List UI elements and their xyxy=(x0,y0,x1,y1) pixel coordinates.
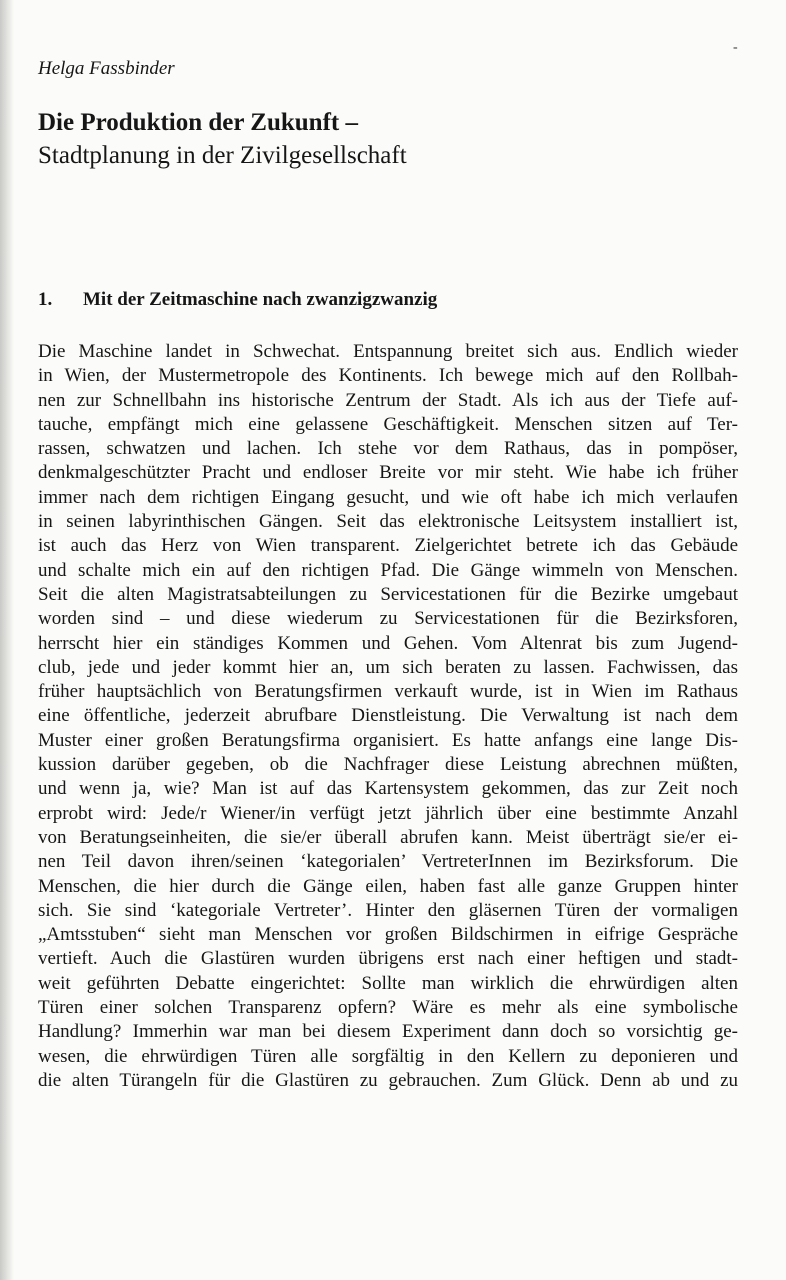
text-line: herrscht hier ein ständiges Kommen und Gehen. Vom Altenrat bis zum Jugend- xyxy=(38,632,738,654)
text-line: Die Maschine landet in Schwechat. Entspannung breitet sich aus. Endlich wieder xyxy=(38,341,738,362)
text-line: früher hauptsächlich von Beratungsfirmen verkauft wurde, ist in Wien im Rathaus xyxy=(38,681,738,703)
text-line: nen zur Schnellbahn ins historische Zentrum der Stadt. Als ich aus der Tiefe auf- xyxy=(38,389,738,411)
text-line: „Amtsstuben“ sieht man Menschen vor großen Bildschirmen in eifrige Gespräche xyxy=(38,924,738,946)
text-line: nen Teil davon ihren/seinen ‘kategorialen’ VertreterInnen im Bezirksforum. Die xyxy=(38,851,738,873)
text-line: die alten Türangeln für die Glastüren zu gebrauchen. Zum Glück. Denn ab und zu xyxy=(38,1069,738,1091)
chapter-title: Die Produktion der Zukunft – xyxy=(38,109,358,136)
text-line: in seinen labyrinthischen Gängen. Seit das elektronische Leitsystem installiert ist, xyxy=(38,511,738,533)
text-line: immer nach dem richtigen Eingang gesucht, und wie oft habe ich mich verlaufen xyxy=(38,486,738,508)
text-line: sich. Sie sind ‘kategoriale Vertreter’. Hinter den gläsernen Türen der vormaligen xyxy=(38,899,738,921)
text-line: Türen einer solchen Transparenz opfern? Wäre es mehr als eine symbolische xyxy=(38,997,738,1019)
text-line: in Wien, der Mustermetropole des Kontinents. Ich bewege mich auf den Rollbah- xyxy=(38,365,738,387)
text-line: ist auch das Herz von Wien transparent. Zielgerichtet betrete ich das Gebäude xyxy=(38,535,738,557)
text-line: worden sind – und diese wiederum zu Servicestationen für die Bezirksforen, xyxy=(38,608,738,630)
text-line: kussion darüber gegeben, ob die Nachfrager diese Leistung abrechnen müßten, xyxy=(38,754,738,776)
text-line: und schalte mich ein auf den richtigen Pfad. Die Gänge wimmeln von Menschen. xyxy=(38,559,738,581)
section-heading xyxy=(38,286,437,314)
text-line: erprobt wird: Jede/r Wiener/in verfügt jetzt jährlich über eine bestimmte Anzahl xyxy=(38,802,738,824)
section-number: 1. xyxy=(38,289,53,310)
text-line: weit geführten Debatte eingerichtet: Sollte man wirklich die ehrwürdigen alten xyxy=(38,972,738,994)
text-line: wesen, die ehrwürdigen Türen alle sorgfältig in den Kellern zu deponieren und xyxy=(38,1045,738,1067)
text-line: Menschen, die hier durch die Gänge eilen, haben fast alle ganze Gruppen hinter xyxy=(38,875,738,897)
chapter-subtitle: Stadtplanung in der Zivilgesellschaft xyxy=(38,142,407,169)
author-name: Helga Fassbinder xyxy=(38,58,175,79)
text-line: denkmalgeschützter Pracht und endloser Breite vor mir steht. Wie habe ich früher xyxy=(38,462,738,484)
text-line: von Beratungseinheiten, die sie/er überall abrufen kann. Meist überträgt sie/er ei- xyxy=(38,826,738,848)
page-binding-shadow xyxy=(0,0,14,1280)
text-line: tauche, empfängt mich eine gelassene Geschäftigkeit. Menschen sitzen auf Ter- xyxy=(38,413,738,435)
text-line: rassen, schwatzen und lachen. Ich stehe vor dem Rathaus, das in pompöser, xyxy=(38,438,738,460)
section-title: Mit der Zeitmaschine nach zwanzigzwanzig xyxy=(83,289,438,310)
text-line: Seit die alten Magistratsabteilungen zu Servicestationen für die Bezirke umgebaut xyxy=(38,583,738,605)
text-line: club, jede und jeder kommt hier an, um sich beraten zu lassen. Fachwissen, das xyxy=(38,656,738,678)
corner-mark: - xyxy=(733,40,738,55)
text-line: eine öffentliche, jederzeit abrufbare Dienstleistung. Die Verwaltung ist nach dem xyxy=(38,705,738,727)
body-paragraph xyxy=(38,340,738,1093)
text-line: Muster einer großen Beratungsfirma organisiert. Es hatte anfangs eine lange Dis- xyxy=(38,729,738,751)
text-line: Handlung? Immerhin war man bei diesem Experiment dann doch so vorsichtig ge- xyxy=(38,1021,738,1043)
text-line: vertieft. Auch die Glastüren wurden übrigens erst nach einer heftigen und stadt- xyxy=(38,948,738,970)
text-line: und wenn ja, wie? Man ist auf das Kartensystem gekommen, das zur Zeit noch xyxy=(38,778,738,800)
